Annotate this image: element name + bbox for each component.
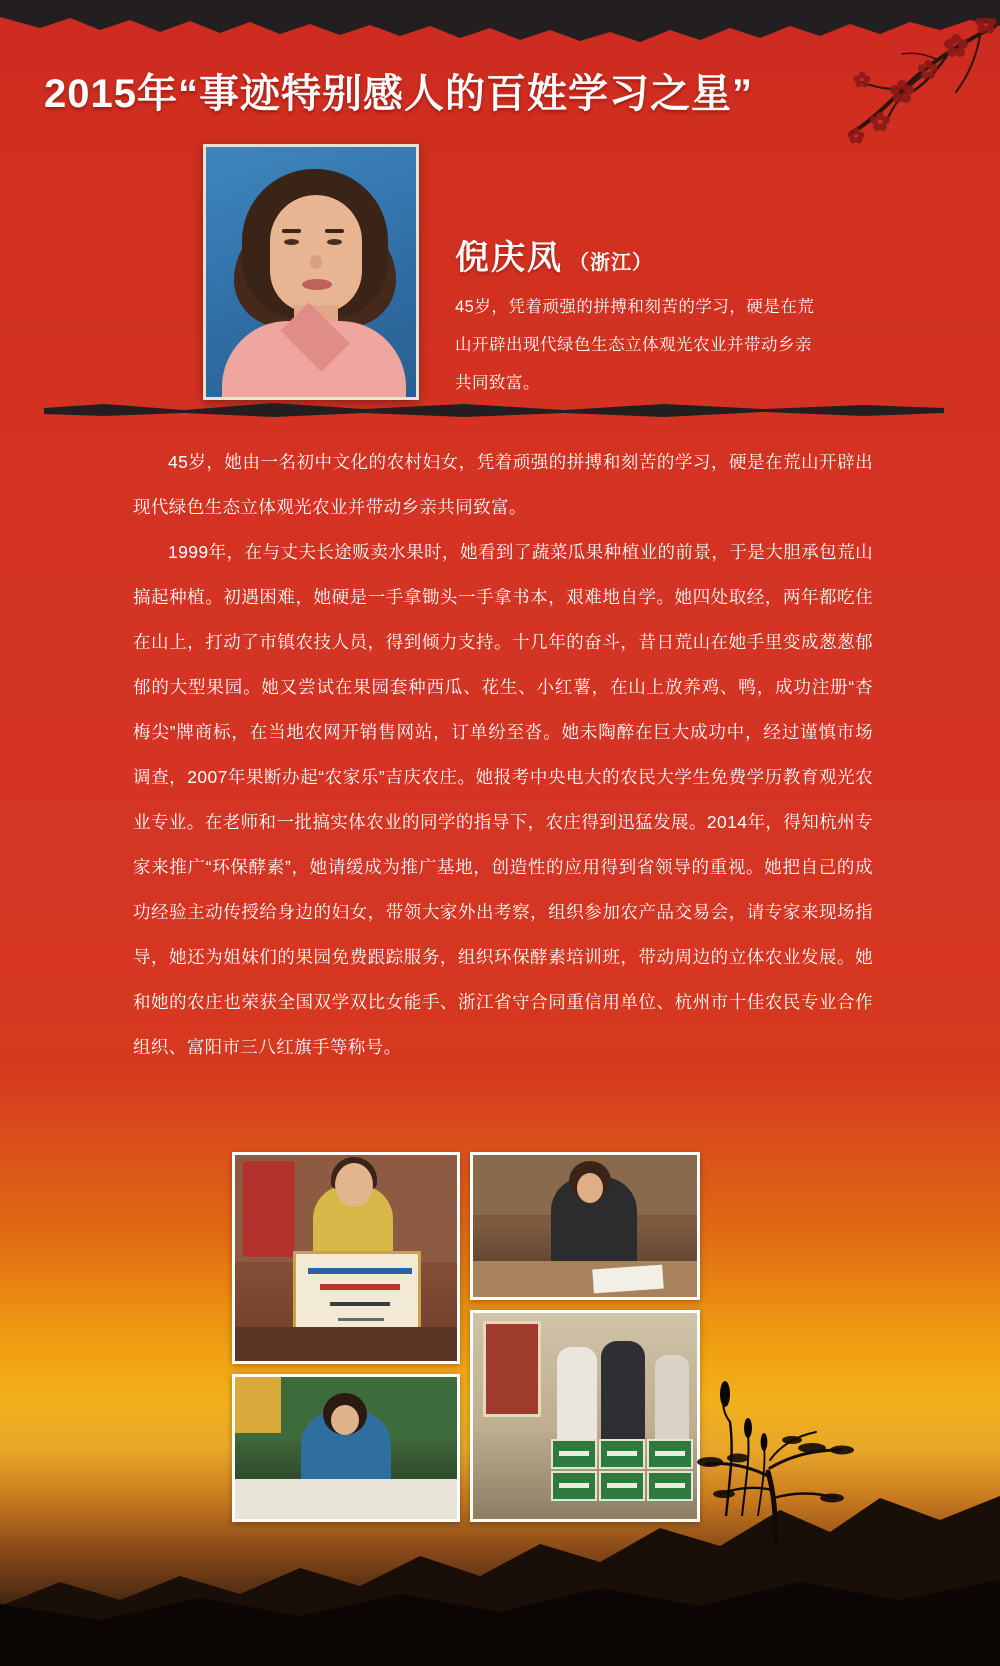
gallery-photo-2: [470, 1152, 700, 1300]
ink-border-top: [0, 0, 1000, 46]
gallery-photo-4: [470, 1310, 700, 1522]
photo-gallery: [232, 1152, 702, 1522]
person-name-row: [455, 230, 653, 277]
ink-reed-icon: [700, 1356, 940, 1516]
article-paragraph-1: 45岁，她由一名初中文化的农村妇女，凭着顽强的拼搏和刻苦的学习，硬是在荒山开辟出现代绿色生态立体观光农业并带动乡亲共同致富。: [133, 452, 873, 517]
article-body: [133, 440, 873, 1070]
page-title: 2015年“事迹特别感人的百姓学习之星”: [44, 72, 753, 116]
person-summary: 45岁，凭着顽强的拼搏和刻苦的学习，硬是在荒山开辟出现代绿色生态立体观光农业并带动乡亲共同致富。: [455, 298, 815, 392]
article-paragraph-2: 1999年，在与丈夫长途贩卖水果时，她看到了蔬菜瓜果种植业的前景，于是大胆承包荒山搞起种植。初遇困难，她硬是一手拿锄头一手拿书本，艰难地自学。她四处取经，两年都吃住在山上，打动了市镇农技人员，得到倾力支持。十几年的奋斗，昔日荒山在她手里变成葱葱郁郁的大型果园。她又尝试在果园套种西瓜、花生、小红薯，在山上放养鸡、鸭，成功注册“杏梅尖”牌商标，在当地农网开销售网站，订单纷至沓。她未陶醉在巨大成功中，经过谨慎市场调查，2007年果断办起“农家乐”吉庆农庄。她报考中央电大的农民大学生免费学历教育观光农业专业。在老师和一批搞实体农业的同学的指导下，农庄得到迅猛发展。2014年，得知杭州专家来推广“环保酵素”，她请缓成为推广基地，创造性的应用得到省领导的重视。她把自己的成功经验主动传授给身边的妇女，带领大家外出考察，组织参加农产品交易会，请专家来现场指导，她还为姐妹们的果园免费跟踪服务，组织环保酵素培训班，带动周边的立体农业发展。她和她的农庄也荣获全国双学双比女能手、浙江省守合同重信用单位、杭州市十佳农民专业合作组织、富阳市三八红旗手等称号。: [133, 542, 873, 1057]
ink-divider: [44, 402, 944, 418]
portrait-photo: [203, 144, 419, 400]
gallery-photo-1: [232, 1152, 460, 1364]
person-province: （浙江）: [569, 252, 653, 274]
person-name: 倪庆凤: [455, 239, 563, 277]
gallery-photo-3: [232, 1374, 460, 1522]
